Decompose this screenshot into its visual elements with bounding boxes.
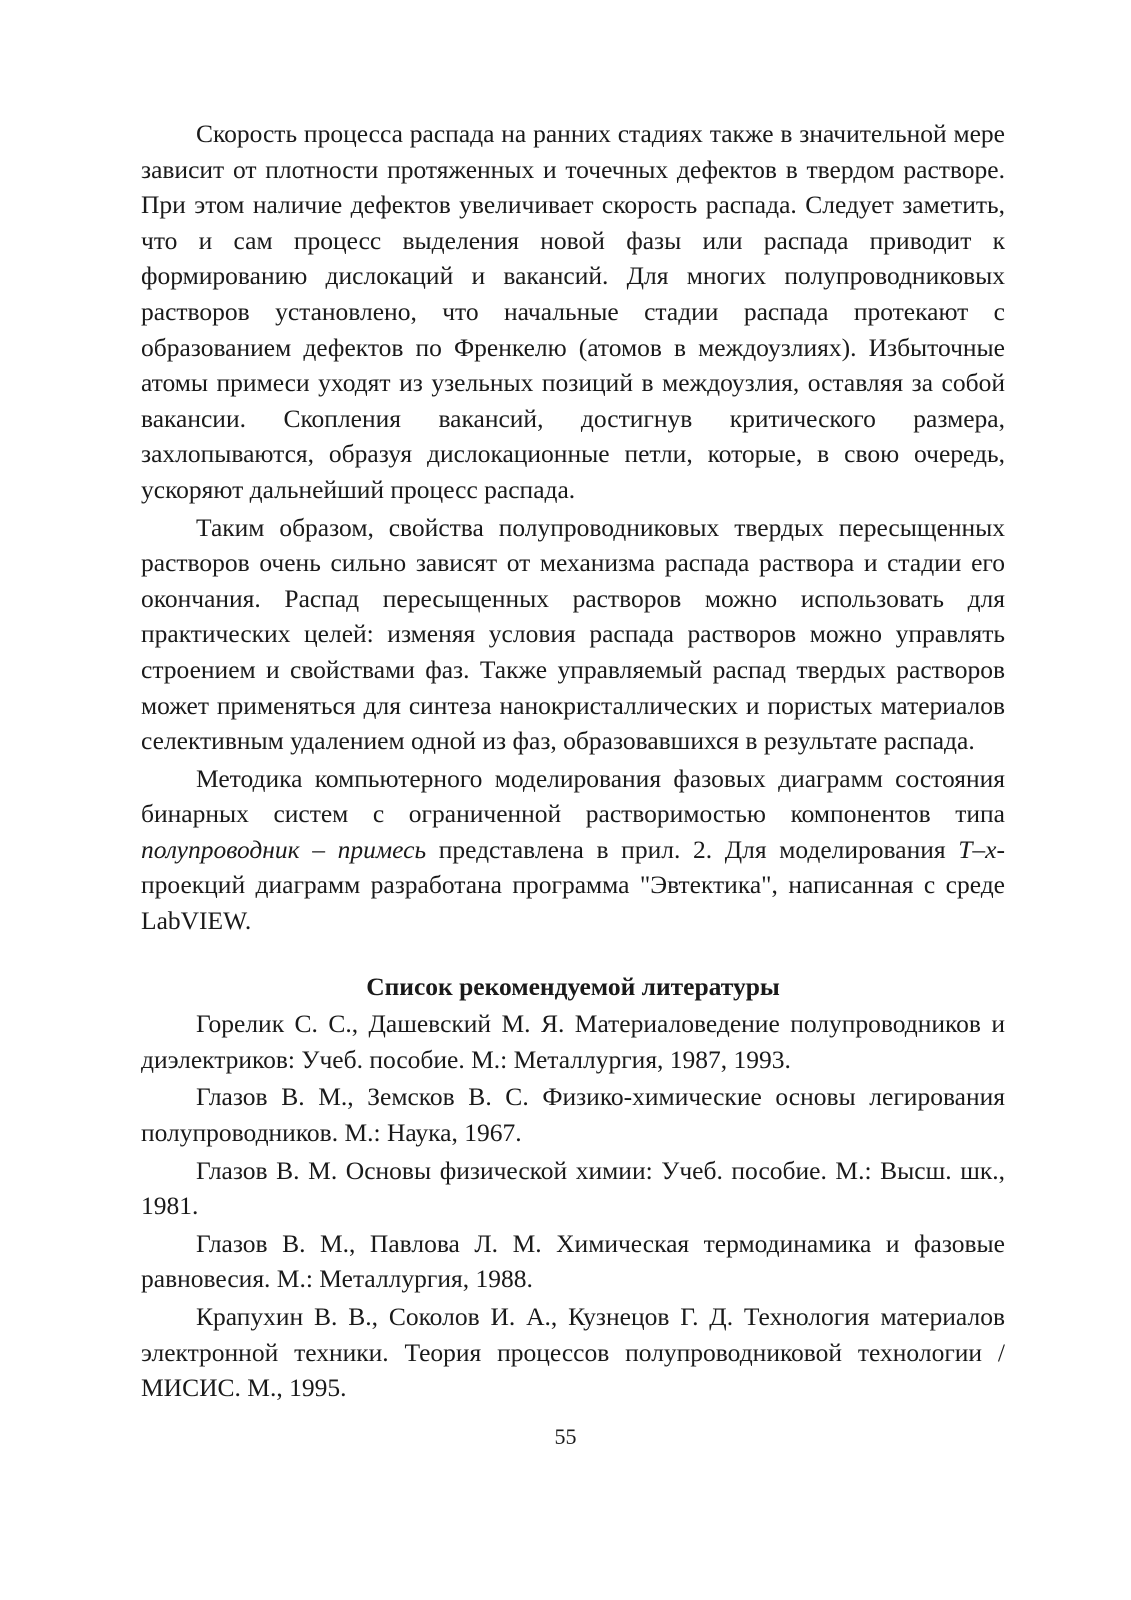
reference-item: Глазов В. М., Земсков В. С. Физико-химические основы легирования полупроводников. М.: Наука, 1967. xyxy=(141,1082,1005,1148)
section-title: Список рекомендуемой литературы xyxy=(366,971,780,1001)
page-body xyxy=(141,116,1005,1408)
paragraph-methodology xyxy=(141,761,1005,939)
methodology-italic-1: полупроводник – примесь xyxy=(141,834,427,864)
reference-item: Крапухин В. В., Соколов И. А., Кузнецов Г. Д. Технология материалов электронной техники. Теория процессов полупроводниковой технологии / МИСИС. М., 1995. xyxy=(141,1302,1005,1403)
paragraph-defects: Скорость процесса распада на ранних стадиях также в значительной мере зависит от плотности протяженных и точечных дефектов в твердом растворе. При этом наличие дефектов увеличивает скорость распада. Следует заметить, что и сам процесс выделения новой фазы или распада приводит к формированию дислокаций и вакансий. Для многих полупроводниковых растворов установлено, что начальные стадии распада протекают с образованием дефектов по Френкелю (атомов в междоузлиях). Избыточные атомы примеси уходят из узельных позиций в междоузлия, оставляя за собой вакансии. Скопления вакансий, достигнув критического размера, захлопываются, образуя дислокационные петли, которые, в свою очередь, ускоряют дальнейший процесс распада. xyxy=(141,119,1005,504)
page-number: 55 xyxy=(554,1424,577,1449)
paragraph-properties: Таким образом, свойства полупроводниковых твердых пересыщенных растворов очень сильно зависят от механизма распада раствора и стадии его окончания. Распад пересыщенных растворов можно использовать для практических целей: изменяя условия распада растворов можно управлять строением и свойствами фаз. Также управляемый распад твердых растворов может применяться для синтеза нанокристаллических и пористых материалов селективным удалением одной из фаз, образовавшихся в результате распада. xyxy=(141,512,1005,756)
methodology-text-2: представлена в прил. 2. Для моделирования xyxy=(426,834,959,864)
methodology-italic-2: T–x xyxy=(958,834,997,864)
reference-list xyxy=(141,1006,1005,1406)
methodology-text-1: Методика компьютерного моделирования фазовых диаграмм состояния бинарных систем с ограниченной растворимостью компонентов типа xyxy=(141,763,1005,829)
reference-item: Глазов В. М., Павлова Л. М. Химическая термодинамика и фазовые равновесия. М.: Металлургия, 1988. xyxy=(141,1228,1005,1294)
methodology-text-3: -проекций диаграмм разработана программа "Эвтектика", написанная с среде LabVIEW. xyxy=(141,834,1005,936)
reference-item: Глазов В. М. Основы физической химии: Учеб. пособие. М.: Высш. шк., 1981. xyxy=(141,1155,1005,1221)
reference-item: Горелик С. С., Дашевский М. Я. Материаловедение полупроводников и диэлектриков: Учеб. пособие. М.: Металлургия, 1987, 1993. xyxy=(141,1009,1005,1074)
